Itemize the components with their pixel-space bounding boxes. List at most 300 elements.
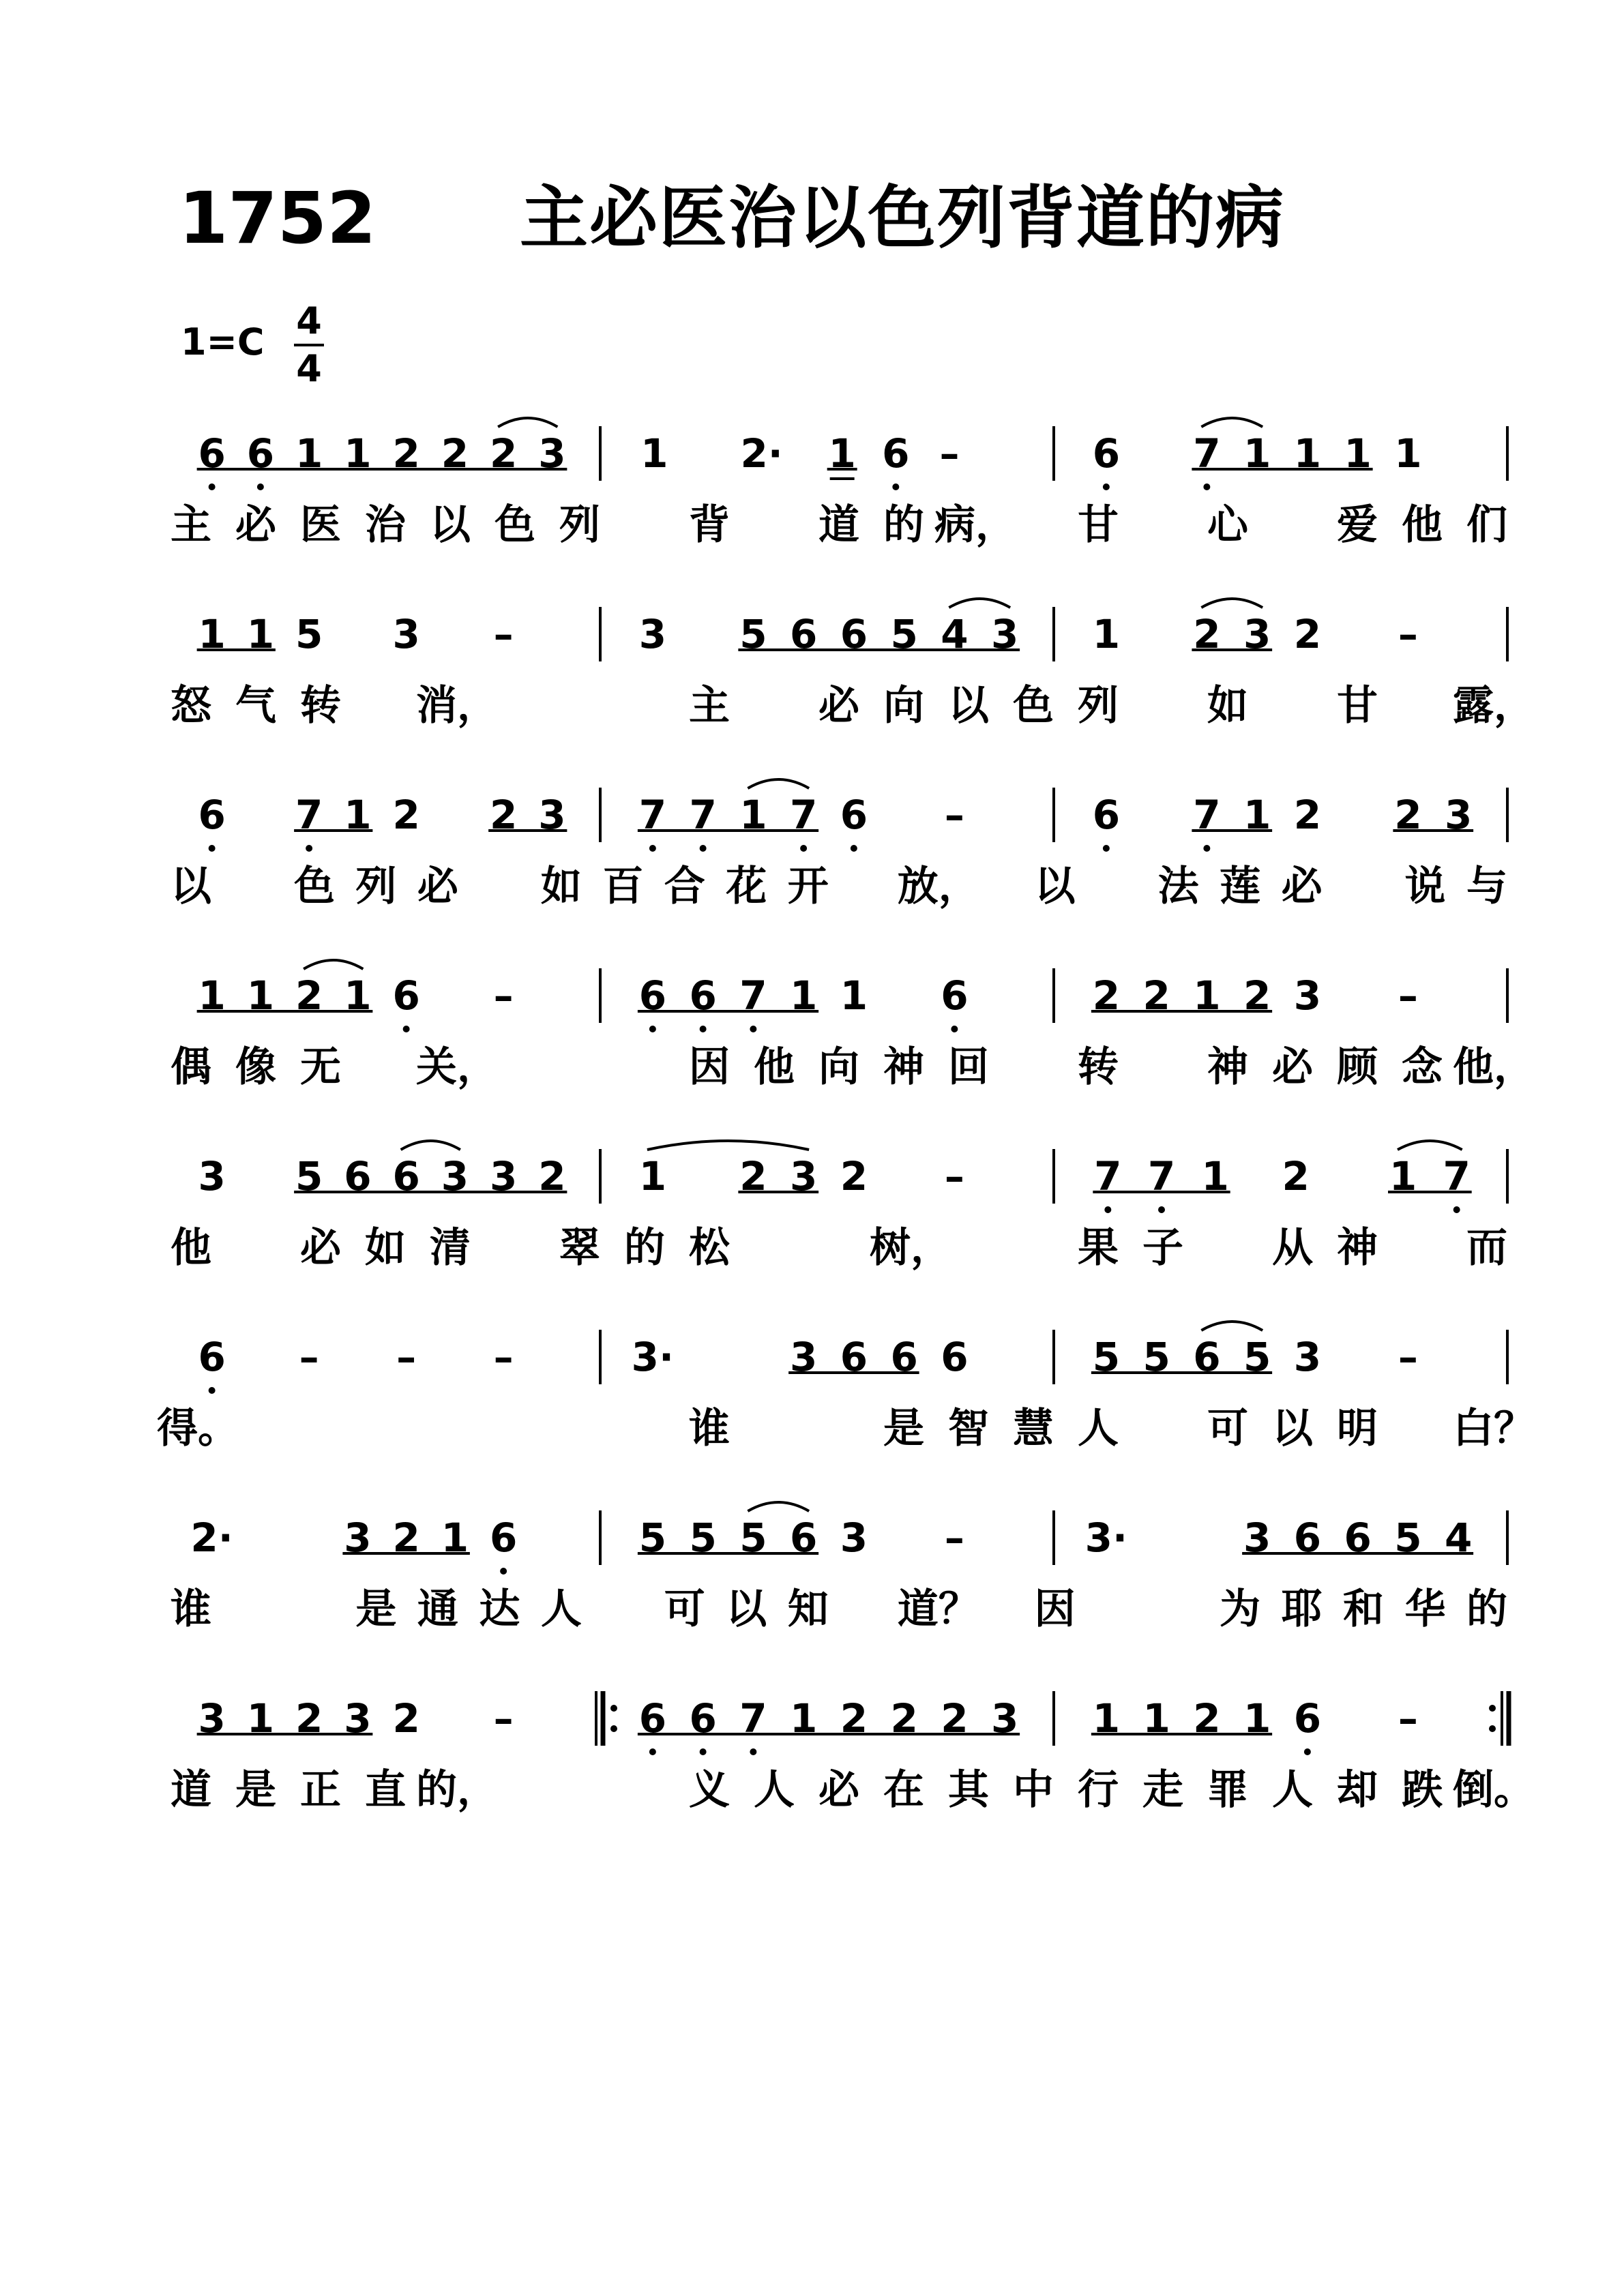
note: 3 — [538, 792, 566, 838]
tie-arc — [1201, 418, 1263, 427]
low-octave-dot — [700, 1026, 707, 1032]
lyric: 是 — [355, 1585, 397, 1633]
lyric: 明 — [1337, 1405, 1378, 1452]
lyric: 的 — [624, 1224, 665, 1272]
note: 1 — [1344, 430, 1372, 477]
note: 1 — [1142, 1695, 1170, 1742]
lyric: 义 — [689, 1766, 730, 1814]
note: 1 — [295, 430, 323, 477]
note: 5 — [1092, 1334, 1121, 1380]
note: 2 — [295, 1695, 323, 1742]
lyric: 心 — [1207, 501, 1248, 549]
dash-note: – — [944, 792, 964, 838]
lyric: 直 — [365, 1766, 406, 1814]
dash-note: – — [493, 1695, 514, 1742]
lyric: 像 — [235, 1043, 276, 1091]
note: 1 — [198, 611, 226, 657]
lyric: 以 — [948, 682, 989, 730]
note: 6 — [198, 792, 226, 838]
note: 1 — [1243, 430, 1271, 477]
note: 6 — [882, 430, 910, 477]
lyric: 他， — [1453, 1043, 1535, 1091]
lyric: 转 — [1078, 1043, 1119, 1091]
lyric: 神 — [1337, 1224, 1378, 1272]
note: 3 — [638, 611, 667, 657]
note: 7 — [1094, 1153, 1122, 1199]
lyric: 们 — [1466, 501, 1507, 549]
lyric: 罪 — [1207, 1766, 1248, 1814]
note: 2 — [392, 1695, 420, 1742]
lyric: 而 — [1466, 1224, 1507, 1272]
note: 1 — [441, 1515, 469, 1561]
note: 6 — [689, 972, 717, 1019]
lyric: 甘 — [1078, 501, 1119, 549]
lyric: 医 — [300, 501, 341, 549]
lyric: 转 — [300, 682, 341, 730]
lyric: 列 — [1078, 682, 1119, 730]
lyric: 与 — [1466, 863, 1507, 910]
lyric: 神 — [1207, 1043, 1248, 1091]
note: 3 — [1444, 792, 1473, 838]
lyric: 他 — [171, 1224, 211, 1272]
note: 6 — [344, 1153, 372, 1199]
note: 1 — [246, 972, 275, 1019]
tie-arc — [748, 779, 809, 788]
lyric: 露， — [1453, 682, 1535, 730]
lyric: 必 — [417, 863, 458, 910]
lyric: 关， — [416, 1043, 498, 1091]
tie-arc — [1201, 599, 1263, 608]
note: 1 — [1201, 1153, 1229, 1199]
lyric: 甘 — [1337, 682, 1378, 730]
note: 6 — [890, 1334, 918, 1380]
lyric: 病， — [934, 501, 1016, 549]
note: 6 — [840, 792, 868, 838]
lyric: 谁 — [689, 1405, 730, 1452]
lyric: 人 — [540, 1585, 582, 1633]
lyric: 放， — [897, 863, 979, 910]
note: 7 — [789, 792, 818, 838]
lyric: 人 — [1272, 1766, 1313, 1814]
note: 2 — [1193, 1695, 1221, 1742]
hymn-number: 1752 — [179, 177, 377, 260]
lyric: 白？ — [1453, 1405, 1535, 1452]
low-octave-dot — [1203, 845, 1210, 852]
note: 5 — [890, 611, 918, 657]
low-octave-dot — [209, 845, 216, 852]
lyric: 主 — [171, 501, 211, 549]
lyric: 其 — [948, 1766, 989, 1814]
lyric: 清 — [430, 1224, 471, 1272]
note: 3 — [441, 1153, 469, 1199]
note: 2 — [1092, 972, 1121, 1019]
note: 1 — [344, 972, 372, 1019]
note: 6 — [489, 1515, 518, 1561]
note: 3· — [1084, 1515, 1128, 1561]
note: 1 — [828, 430, 856, 477]
note: 6 — [246, 430, 275, 477]
lyric: 向 — [883, 682, 924, 730]
note: 2 — [1394, 792, 1422, 838]
note: 1 — [1092, 1695, 1121, 1742]
repeat-dot — [610, 1725, 617, 1732]
note: 1 — [1092, 611, 1121, 657]
note: 1 — [638, 1153, 667, 1199]
lyric: 消， — [416, 682, 498, 730]
lyric: 治 — [365, 501, 406, 549]
lyric: 从 — [1272, 1224, 1313, 1272]
note: 2· — [740, 430, 783, 477]
dash-note: – — [944, 1515, 964, 1561]
note: 3 — [344, 1695, 372, 1742]
note: 7 — [739, 1695, 767, 1742]
lyric: 倒。 — [1453, 1766, 1535, 1814]
note: 2 — [1142, 972, 1170, 1019]
tie-arc — [647, 1141, 809, 1150]
note: 6 — [1293, 1515, 1322, 1561]
note: 6 — [689, 1695, 717, 1742]
low-octave-dot — [306, 845, 312, 852]
note: 3 — [789, 1153, 818, 1199]
note: 5 — [1243, 1334, 1271, 1380]
note: 2 — [441, 430, 469, 477]
note: 1 — [198, 972, 226, 1019]
lyric: 在 — [883, 1766, 924, 1814]
lyric: 爱 — [1337, 501, 1378, 549]
note: 2 — [1293, 611, 1322, 657]
lyric: 以 — [1034, 863, 1076, 910]
lyric: 松 — [689, 1224, 730, 1272]
note: 3 — [489, 1153, 518, 1199]
note: 6 — [1092, 792, 1121, 838]
lyric: 必 — [300, 1224, 341, 1272]
note: 7 — [638, 792, 667, 838]
note: 3 — [538, 430, 566, 477]
low-octave-dot — [1203, 483, 1210, 490]
lyric: 为 — [1220, 1585, 1261, 1633]
note: 2 — [941, 1695, 969, 1742]
lyric: 法 — [1157, 863, 1199, 910]
dash-note: – — [1398, 611, 1418, 657]
lyric: 谁 — [171, 1585, 211, 1633]
lyric: 色 — [293, 863, 335, 910]
note: 1 — [640, 430, 668, 477]
note: 6 — [392, 1153, 420, 1199]
note: 4 — [1444, 1515, 1473, 1561]
lyric: 回 — [948, 1043, 989, 1091]
note: 1 — [1193, 972, 1221, 1019]
lyric: 以 — [1272, 1405, 1313, 1452]
note: 1 — [246, 1695, 275, 1742]
lyric: 背 — [689, 501, 730, 549]
note: 2 — [840, 1695, 868, 1742]
low-octave-dot — [209, 483, 216, 490]
note: 5 — [295, 1153, 323, 1199]
low-octave-dot — [649, 1026, 656, 1032]
note: 5 — [689, 1515, 717, 1561]
note: 7 — [1147, 1153, 1176, 1199]
lyric: 说 — [1404, 863, 1446, 910]
note: 3 — [198, 1153, 226, 1199]
note: 2 — [489, 430, 518, 477]
lyric: 必 — [1281, 863, 1323, 910]
dash-note: – — [1398, 1695, 1418, 1742]
dash-note: – — [493, 972, 514, 1019]
note: 3 — [840, 1515, 868, 1561]
note: 1 — [739, 792, 767, 838]
lyric: 念 — [1402, 1043, 1443, 1091]
note: 1 — [344, 430, 372, 477]
low-octave-dot — [1453, 1206, 1460, 1213]
note: 7 — [1193, 430, 1221, 477]
key-text: 1=C — [181, 320, 265, 363]
lyric: 如 — [1207, 682, 1248, 730]
low-octave-dot — [892, 483, 899, 490]
lyric: 列 — [355, 863, 397, 910]
repeat-dot — [1489, 1725, 1496, 1732]
lyric: 人 — [754, 1766, 795, 1814]
lyric: 神 — [883, 1043, 924, 1091]
note: 2 — [538, 1153, 566, 1199]
note: 7 — [1443, 1153, 1471, 1199]
lyric: 翠 — [559, 1224, 600, 1272]
note: 6 — [1344, 1515, 1372, 1561]
lyric: 得。 — [157, 1405, 239, 1452]
low-octave-dot — [951, 1026, 958, 1032]
note: 1 — [1394, 430, 1422, 477]
lyric: 怒 — [171, 682, 211, 730]
note: 2 — [840, 1153, 868, 1199]
lyric: 合 — [664, 863, 705, 910]
lyric: 莲 — [1220, 863, 1261, 910]
note: 2 — [489, 792, 518, 838]
note: 7 — [1193, 792, 1221, 838]
tie-arc — [949, 599, 1010, 608]
dash-note: – — [493, 1334, 514, 1380]
lyric: 因 — [1034, 1585, 1076, 1633]
lyric: 开 — [787, 863, 829, 910]
lyric: 中 — [1013, 1766, 1054, 1814]
low-octave-dot — [700, 845, 707, 852]
note: 2 — [890, 1695, 918, 1742]
tie-arc — [401, 1141, 460, 1150]
note: 3· — [631, 1334, 675, 1380]
lyric: 必 — [1272, 1043, 1313, 1091]
lyric: 如 — [365, 1224, 406, 1272]
note: 6 — [789, 611, 818, 657]
lyric: 树， — [870, 1224, 951, 1272]
lyric: 他 — [1402, 501, 1443, 549]
lyric: 却 — [1337, 1766, 1378, 1814]
lyric: 通 — [417, 1585, 458, 1633]
note: 2 — [1193, 611, 1221, 657]
lyric: 道？ — [897, 1585, 979, 1633]
lyric: 色 — [494, 501, 535, 549]
lyric: 顾 — [1337, 1043, 1378, 1091]
note: 1 — [789, 972, 818, 1019]
low-octave-dot — [700, 1748, 707, 1755]
tie-arc — [1201, 1322, 1263, 1330]
note: 6 — [1092, 430, 1121, 477]
lyric: 行 — [1078, 1766, 1119, 1814]
note: 1 — [789, 1695, 818, 1742]
dash-note: – — [944, 1153, 964, 1199]
note: 6 — [941, 972, 969, 1019]
note: 3 — [344, 1515, 372, 1561]
tie-arc — [748, 1502, 809, 1511]
dash-note: – — [939, 430, 960, 477]
lyric: 色 — [1013, 682, 1054, 730]
low-octave-dot — [851, 845, 857, 852]
lyric: 人 — [1078, 1405, 1119, 1452]
note: 3 — [392, 611, 420, 657]
lyric: 道 — [171, 1766, 211, 1814]
low-octave-dot — [1304, 1748, 1311, 1755]
lyric: 无 — [300, 1043, 341, 1091]
note: 6 — [789, 1515, 818, 1561]
note: 6 — [1193, 1334, 1221, 1380]
note: 6 — [198, 430, 226, 477]
lyric: 道 — [818, 501, 859, 549]
note: 1 — [840, 972, 868, 1019]
low-octave-dot — [500, 1568, 507, 1575]
time-signature-bottom: 4 — [296, 347, 322, 390]
lyric: 走 — [1142, 1766, 1183, 1814]
lyric: 果 — [1078, 1224, 1119, 1272]
lyric: 向 — [818, 1043, 859, 1091]
low-octave-dot — [1103, 483, 1110, 490]
note: 2 — [392, 792, 420, 838]
note: 6 — [638, 972, 667, 1019]
note: 1 — [1389, 1153, 1417, 1199]
time-signature-top: 4 — [296, 299, 322, 342]
tie-arc — [1398, 1141, 1462, 1150]
lyric: 可 — [664, 1585, 705, 1633]
note: 2· — [190, 1515, 233, 1561]
note: 2 — [392, 1515, 420, 1561]
lyric: 列 — [559, 501, 600, 549]
lyric: 慧 — [1013, 1405, 1054, 1452]
hymn-title: 主必医治以色列背道的病 — [520, 178, 1285, 258]
dash-note: – — [396, 1334, 417, 1380]
lyric: 和 — [1343, 1585, 1385, 1633]
lyric: 气 — [235, 682, 276, 730]
note: 5 — [1394, 1515, 1422, 1561]
low-octave-dot — [649, 1748, 656, 1755]
note: 6 — [638, 1695, 667, 1742]
lyric: 智 — [948, 1405, 989, 1452]
note: 1 — [344, 792, 372, 838]
low-octave-dot — [257, 483, 264, 490]
dash-note: – — [493, 611, 514, 657]
note: 7 — [295, 792, 323, 838]
lyric: 跌 — [1402, 1766, 1443, 1814]
note: 3 — [198, 1695, 226, 1742]
repeat-dot — [1489, 1705, 1496, 1712]
lyric: 花 — [726, 863, 767, 910]
lyric: 偶 — [171, 1043, 211, 1091]
lyric: 是 — [883, 1405, 924, 1452]
lyric: 主 — [689, 682, 730, 730]
low-octave-dot — [649, 845, 656, 852]
note: 6 — [1293, 1695, 1322, 1742]
note: 5 — [638, 1515, 667, 1561]
note: 2 — [739, 1153, 767, 1199]
note: 1 — [1293, 430, 1322, 477]
dash-note: – — [1398, 1334, 1418, 1380]
lyric: 正 — [300, 1766, 341, 1814]
lyric: 必 — [818, 1766, 859, 1814]
tie-arc — [304, 960, 363, 969]
note: 1 — [1243, 792, 1271, 838]
low-octave-dot — [209, 1387, 216, 1394]
lyric: 必 — [818, 682, 859, 730]
lyric: 子 — [1142, 1224, 1183, 1272]
dash-note: – — [299, 1334, 319, 1380]
lyric: 是 — [235, 1766, 276, 1814]
lyric: 必 — [235, 501, 276, 549]
note: 2 — [392, 430, 420, 477]
lyric: 以 — [171, 863, 211, 910]
note: 5 — [739, 611, 767, 657]
note: 3 — [990, 611, 1019, 657]
note: 3 — [789, 1334, 818, 1380]
note: 1 — [1243, 1695, 1271, 1742]
lyric: 因 — [689, 1043, 730, 1091]
repeat-dot — [610, 1705, 617, 1712]
lyric: 以 — [726, 1585, 767, 1633]
note: 4 — [941, 611, 969, 657]
lyric: 达 — [479, 1585, 520, 1633]
lyric: 的 — [1466, 1585, 1507, 1633]
note: 5 — [295, 611, 323, 657]
lyric: 可 — [1207, 1405, 1248, 1452]
lyric: 华 — [1404, 1585, 1446, 1633]
note: 2 — [1282, 1153, 1310, 1199]
note: 2 — [1293, 792, 1322, 838]
lyric: 他 — [754, 1043, 795, 1091]
low-octave-dot — [1103, 845, 1110, 852]
note: 6 — [941, 1334, 969, 1380]
low-octave-dot — [800, 845, 807, 852]
note: 3 — [1293, 972, 1322, 1019]
note: 5 — [739, 1515, 767, 1561]
note: 7 — [739, 972, 767, 1019]
lyric: 知 — [787, 1585, 829, 1633]
lyric: 的 — [883, 501, 924, 549]
note: 3 — [1293, 1334, 1322, 1380]
lyric: 百 — [602, 863, 644, 910]
lyric: 耶 — [1281, 1585, 1323, 1633]
note: 1 — [246, 611, 275, 657]
note: 6 — [840, 1334, 868, 1380]
tie-arc — [498, 418, 557, 427]
note: 2 — [1243, 972, 1271, 1019]
note: 6 — [392, 972, 420, 1019]
low-octave-dot — [1158, 1206, 1165, 1213]
note: 6 — [840, 611, 868, 657]
note: 3 — [1243, 611, 1271, 657]
dash-note: – — [1398, 972, 1418, 1019]
note: 2 — [295, 972, 323, 1019]
low-octave-dot — [750, 1026, 756, 1032]
lyric: 如 — [540, 863, 582, 910]
note: 3 — [990, 1695, 1019, 1742]
note: 3 — [1243, 1515, 1271, 1561]
low-octave-dot — [750, 1748, 756, 1755]
lyric: 的， — [416, 1766, 498, 1814]
note: 5 — [1142, 1334, 1170, 1380]
